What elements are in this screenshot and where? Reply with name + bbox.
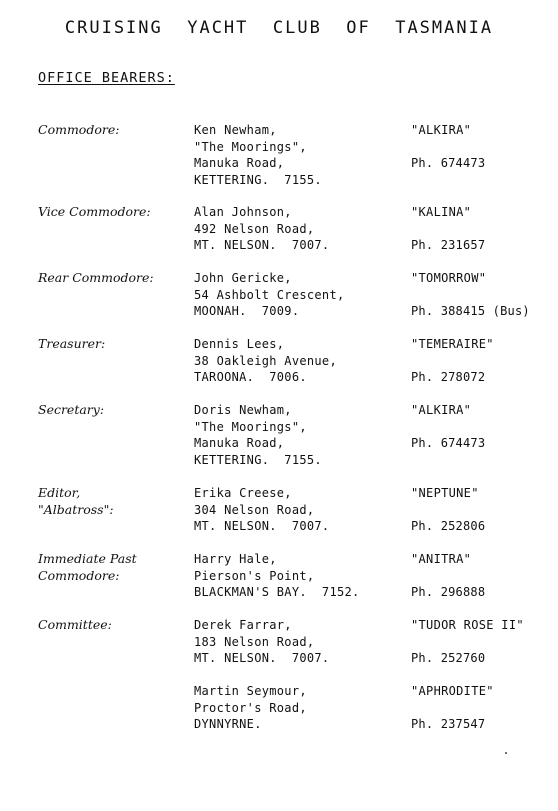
address-block bbox=[194, 402, 404, 468]
address-line: Ken Newham, bbox=[194, 123, 277, 137]
address-line: Erika Creese, bbox=[194, 486, 292, 500]
role-line: Editor, bbox=[38, 485, 81, 500]
yacht-name: "TUDOR ROSE II" bbox=[411, 618, 524, 632]
phone-number: Ph. 674473 bbox=[411, 436, 486, 450]
address-block bbox=[194, 204, 404, 254]
yacht-name: "APHRODITE" bbox=[411, 684, 494, 698]
address-line: Proctor's Road, bbox=[194, 700, 307, 715]
address-line: KETTERING. 7155. bbox=[194, 452, 322, 467]
address-line: Manuka Road, bbox=[194, 156, 285, 170]
role-label bbox=[38, 617, 188, 634]
address-line: DYNNYRNE. bbox=[194, 717, 262, 731]
section-heading: OFFICE BEARERS: bbox=[38, 70, 175, 86]
role-line: Rear Commodore: bbox=[38, 270, 154, 285]
role-label bbox=[38, 122, 188, 139]
address-line: MOONAH. 7009. bbox=[194, 304, 300, 318]
role-label bbox=[38, 402, 188, 419]
address-line: 38 Oakleigh Avenue, bbox=[194, 353, 337, 368]
address-line: 304 Nelson Road, bbox=[194, 502, 315, 517]
address-line: "The Moorings", bbox=[194, 139, 307, 154]
address-line: Doris Newham, bbox=[194, 403, 292, 417]
address-line: "The Moorings", bbox=[194, 419, 307, 434]
address-line: Manuka Road, bbox=[194, 436, 285, 450]
role-line: Secretary: bbox=[38, 402, 105, 417]
address-line: Derek Farrar, bbox=[194, 618, 292, 632]
address-line: MT. NELSON. 7007. bbox=[194, 519, 330, 533]
address-line: John Gericke, bbox=[194, 271, 292, 285]
address-line: 492 Nelson Road, bbox=[194, 221, 315, 236]
role-label bbox=[38, 551, 188, 584]
address-line: Harry Hale, bbox=[194, 552, 277, 566]
address-line: MT. NELSON. 7007. bbox=[194, 238, 330, 252]
role-line: Vice Commodore: bbox=[38, 204, 151, 219]
role-label bbox=[38, 270, 188, 287]
address-line: MT. NELSON. 7007. bbox=[194, 651, 330, 665]
address-line: 183 Nelson Road, bbox=[194, 634, 315, 649]
phone-number: Ph. 252806 bbox=[411, 519, 486, 533]
role-label bbox=[38, 336, 188, 353]
yacht-name: "TEMERAIRE" bbox=[411, 337, 494, 351]
address-block bbox=[194, 617, 404, 667]
address-line: Dennis Lees, bbox=[194, 337, 285, 351]
phone-number: Ph. 237547 bbox=[411, 717, 486, 731]
role-label bbox=[38, 204, 188, 221]
role-line: Commodore: bbox=[38, 567, 120, 583]
address-block bbox=[194, 336, 404, 386]
phone-number: Ph. 278072 bbox=[411, 370, 486, 384]
document-title: CRUISING YACHT CLUB OF TASMANIA bbox=[64, 18, 494, 38]
yacht-name: "ALKIRA" bbox=[411, 403, 472, 417]
phone-number: Ph. 231657 bbox=[411, 238, 486, 252]
address-line: Martin Seymour, bbox=[194, 684, 307, 698]
yacht-name: "ALKIRA" bbox=[411, 123, 472, 137]
role-line: Treasurer: bbox=[38, 336, 106, 351]
yacht-name: "TOMORROW" bbox=[411, 271, 487, 285]
phone-number: Ph. 674473 bbox=[411, 156, 486, 170]
yacht-name: "KALINA" bbox=[411, 205, 472, 219]
role-label bbox=[38, 485, 188, 518]
scan-speck bbox=[505, 752, 507, 754]
role-line: Immediate Past bbox=[38, 551, 137, 566]
role-line: Committee: bbox=[38, 617, 112, 632]
address-block bbox=[194, 485, 404, 535]
phone-number: Ph. 296888 bbox=[411, 585, 486, 599]
role-line: Commodore: bbox=[38, 122, 120, 137]
phone-number: Ph. 252760 bbox=[411, 651, 486, 665]
address-block bbox=[194, 551, 404, 601]
address-line: TAROONA. 7006. bbox=[194, 370, 307, 384]
address-block bbox=[194, 683, 404, 733]
phone-number: Ph. 388415 (Bus) bbox=[411, 304, 530, 318]
yacht-name: "ANITRA" bbox=[411, 552, 472, 566]
yacht-name: "NEPTUNE" bbox=[411, 486, 479, 500]
address-block bbox=[194, 270, 404, 320]
address-line: 54 Ashbolt Crescent, bbox=[194, 287, 345, 302]
address-block bbox=[194, 122, 404, 188]
address-line: Alan Johnson, bbox=[194, 205, 292, 219]
address-line: BLACKMAN'S BAY. 7152. bbox=[194, 585, 360, 599]
address-line: Pierson's Point, bbox=[194, 568, 315, 583]
address-line: KETTERING. 7155. bbox=[194, 172, 322, 187]
role-line: "Albatross": bbox=[38, 501, 114, 517]
